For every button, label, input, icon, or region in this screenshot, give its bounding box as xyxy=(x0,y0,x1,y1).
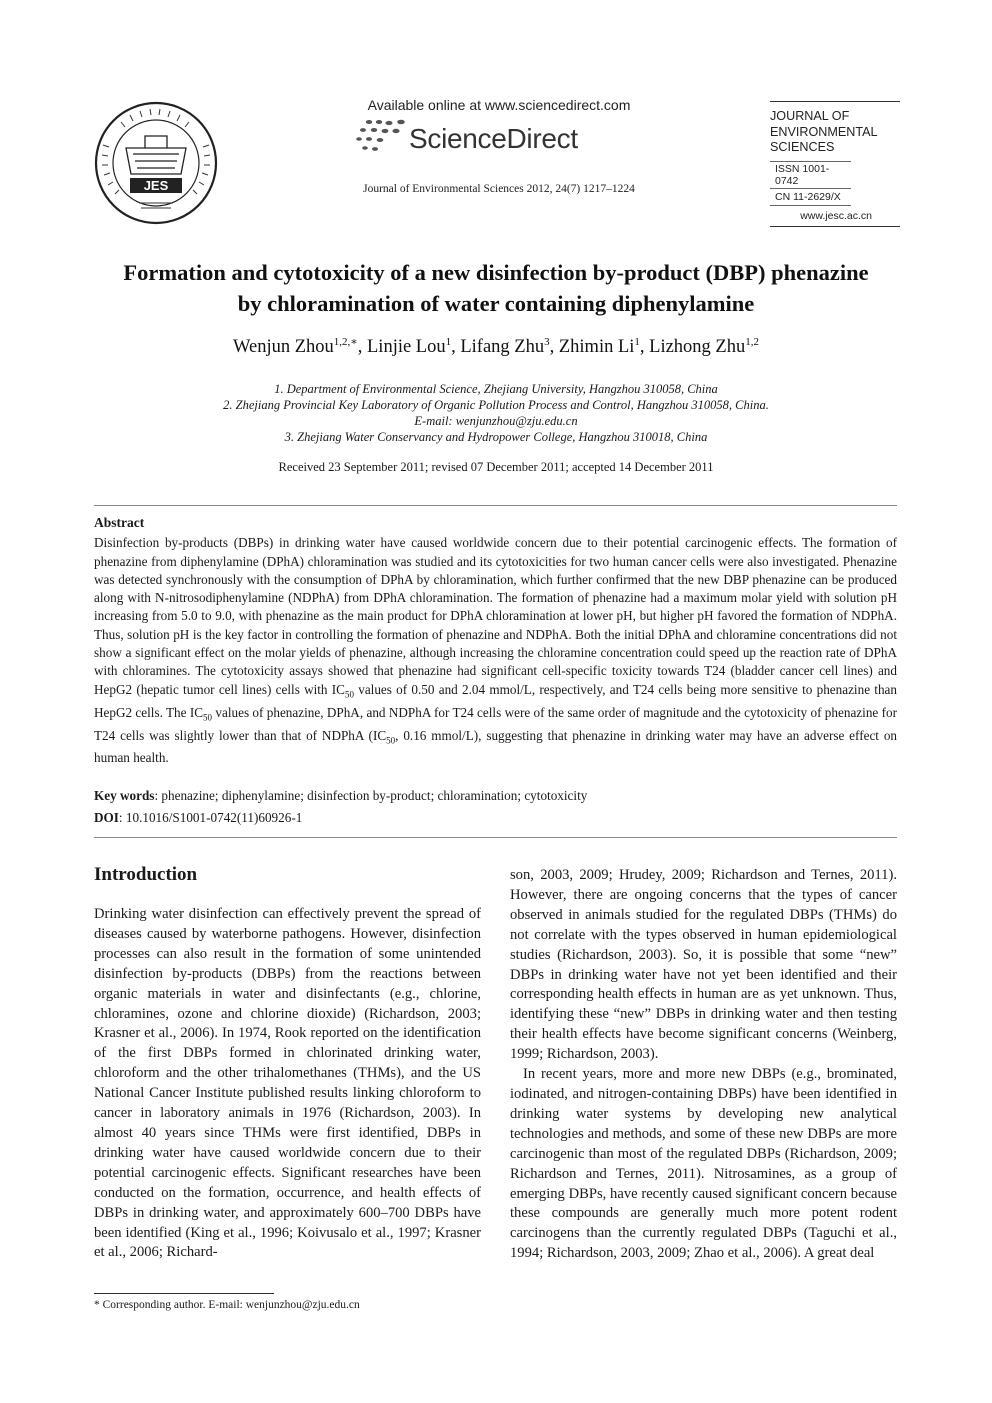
affiliations xyxy=(60,381,932,445)
body-column-right xyxy=(510,866,897,1264)
journal-info-box xyxy=(770,101,900,227)
abstract-part: Disinfection by-products (DBPs) in drinking water have caused worldwide concern due to their potential carcinogenic effects. The formation of phenazine from diphenylamine (DPhA) chloramination was studied and its cytotoxicities for two human cancer cells were also investigated. Phenazine was detected synchronously with the consumption of DPhA by chloramination, which further confirmed that the new DBP phenazine can be produced along with N-nitrosodiphenylamine (NDPhA) from DPhA chloramination. The formation of phenazine had a maximum molar yield with solution pH increasing from 5.0 to 9.0, with phenazine as the main product for DPhA chloramination at lower pH, but higher pH favored the formation of NDPhA. Thus, solution pH is the key factor in controlling the formation of phenazine and NDPhA. Both the initial DPhA and chloramine concentrations did not show a significant effect on the molar yields of phenazine, although increasing the chloramine concentration could speed up the reaction rate of DPhA with chloramines. The cytotoxicity assays showed that phenazine had significant cell-specific toxicity towards T24 (bladder cancer cell lines) and HepG2 (hepatic tumor cell lines) cells with IC xyxy=(94,535,897,697)
keywords xyxy=(94,788,897,804)
title-line-1: Formation and cytotoxicity of a new disinfection by-product (DBP) phenazine xyxy=(123,260,869,285)
journal-name-line: JOURNAL OF xyxy=(770,109,850,123)
cn-number: CN 11-2629/X xyxy=(770,189,851,206)
author-name: Lizhong Zhu xyxy=(649,337,746,358)
author-list xyxy=(60,335,932,358)
paragraph: son, 2003, 2009; Hrudey, 2009; Richardson and Ternes, 2011). However, there are ongoing concerns that the types of cancer observed in animals studied for the regulated DBPs (THMs) do not correlate with the types observed in human epidemiological studies (Richardson, 2003). So, it is possible that some “new” DBPs in drinking water have not yet been identified and their corresponding health effects in human are as yet unknown. Thus, identifying these “new” DBPs in drinking water and then testing their health effects have become significant concerns (Weinberg, 1999; Richardson, 2003). xyxy=(510,867,897,1063)
author-separator: , xyxy=(549,337,559,358)
article-title xyxy=(60,257,932,319)
sciencedirect-wordmark: ScienceDirect xyxy=(409,123,578,154)
abstract-top-divider xyxy=(94,505,897,506)
abstract-section xyxy=(94,514,897,768)
journal-name-line: SCIENCES xyxy=(770,140,835,154)
paragraph: In recent years, more and more new DBPs (e.g., brominated, iodinated, and nitrogen-containing DBPs) have been identified in drinking water systems by developing new analytical technologies and methods, and some of these new DBPs are more carcinogenic than most of the regulated DBPs (Richardson, 2009; Richardson and Ternes, 2011). Nitrosamines, as a group of emerging DBPs, have recently caused significant concern because these compounds are generally much more potent rodent carcinogens than the currently regulated DBPs (Taguchi et al., 1994; Richardson, 2003, 2009; Zhao et al., 2006). A great deal xyxy=(510,1066,897,1262)
author-affiliation-mark: 1 xyxy=(634,336,640,348)
journal-name-line: ENVIRONMENTAL xyxy=(770,124,878,139)
affiliation-email: E-mail: wenjunzhou@zju.edu.cn xyxy=(414,414,578,428)
author-affiliation-mark: 1 xyxy=(445,336,452,348)
journal-citation: Journal of Environmental Sciences 2012, 24(7) 1217–1224 xyxy=(363,183,635,195)
doi-value[interactable]: : 10.1016/S1001-0742(11)60926-1 xyxy=(118,810,303,825)
doi-label: DOI xyxy=(94,810,119,825)
author-separator: , xyxy=(357,337,367,358)
doi xyxy=(94,810,897,826)
affiliation-line: 3. Zhejiang Water Conservancy and Hydropower College, Hangzhou 310018, China xyxy=(284,430,708,444)
abstract-part: values of phenazine, DPhA, and NDPhA for T24 cells were of the same order of magnitude and the cytotoxicity of phenazine for T24 cells was slightly lower than that of NDPhA (IC xyxy=(94,704,897,743)
journal-url: www.jesc.ac.cn xyxy=(770,210,900,227)
body-column-left xyxy=(94,905,481,1263)
abstract-text xyxy=(94,534,897,767)
title-line-2: by chloramination of water containing diphenylamine xyxy=(237,291,755,316)
abstract-bottom-divider xyxy=(94,837,897,838)
journal-name xyxy=(770,109,900,156)
keywords-label: Key words xyxy=(94,788,155,803)
logo-text: JES xyxy=(143,178,169,193)
subscript: 50 xyxy=(386,735,396,746)
subscript: 50 xyxy=(344,689,354,700)
author-separator: , xyxy=(639,337,650,358)
issn-number: ISSN 1001-0742 xyxy=(770,161,851,189)
footnote-divider xyxy=(94,1293,274,1294)
author-affiliation-mark: 3 xyxy=(544,336,550,348)
affiliation-line: 2. Zhejiang Provincial Key Laboratory of Organic Pollution Process and Control, Hangzhou 310058, China. xyxy=(223,398,769,412)
received-dates: Received 23 September 2011; revised 07 December 2011; accepted 14 December 2011 xyxy=(278,460,714,474)
corresponding-author-footnote: * Corresponding author. E-mail: wenjunzhou@zju.edu.cn xyxy=(94,1299,360,1311)
abstract-heading: Abstract xyxy=(94,515,145,530)
author-affiliation-mark: 1,2,∗ xyxy=(333,336,358,348)
subscript: 50 xyxy=(203,712,213,723)
section-heading-introduction: Introduction xyxy=(94,864,198,885)
journal-seal-logo xyxy=(93,100,219,226)
author-affiliation-mark: 1,2 xyxy=(745,336,759,348)
author-separator: , xyxy=(451,337,461,358)
available-online-text: Available online at www.sciencedirect.com xyxy=(367,97,631,113)
paragraph: Drinking water disinfection can effectively prevent the spread of diseases caused by waterborne pathogens. However, disinfection processes can also result in the formation of some unintended disinfection by-products (DBPs) from the reactions between organic materials in water and disinfectants (e.g., chlorine, chloramines, ozone and chlorine dioxide) (Richardson, 2003; Krasner et al., 2006). In 1974, Rook reported on the identification of the first DBPs formed in chlorinated drinking water, chloroform and the other trihalomethanes (THMs), and the US National Cancer Institute published results linking chloroform to cancer in laboratory animals in 1976 (Richardson, 2003). In almost 40 years since THMs were first identified, DBPs in drinking water have caused worldwide concern due to their potential carcinogenic effects. Significant researches have been conducted on the formation, occurrence, and health effects of DBPs in drinking water, and approximately 600–700 DBPs have been identified (King et al., 1996; Koivusalo et al., 1997; Krasner et al., 2006; Richard- xyxy=(94,906,481,1261)
author-name: Zhimin Li xyxy=(558,337,635,358)
sciencedirect-logo-icon xyxy=(355,118,411,156)
author-name: Wenjun Zhou xyxy=(233,337,334,358)
abstract-part: , 0.16 mmol/L), suggesting that phenazine in drinking water may have an adverse effect on human health. xyxy=(94,727,898,766)
abstract-part: values of 0.50 and 2.04 mmol/L, respectively, and T24 cells being more sensitive to phenazine than HepG2 cells. The IC xyxy=(94,681,898,720)
affiliation-line: 1. Department of Environmental Science, Zhejiang University, Hangzhou 310058, China xyxy=(274,382,718,396)
keywords-list: : phenazine; diphenylamine; disinfection by-product; chloramination; cytotoxicity xyxy=(154,788,588,803)
author-name: Lifang Zhu xyxy=(460,337,545,358)
author-name: Linjie Lou xyxy=(367,337,446,358)
